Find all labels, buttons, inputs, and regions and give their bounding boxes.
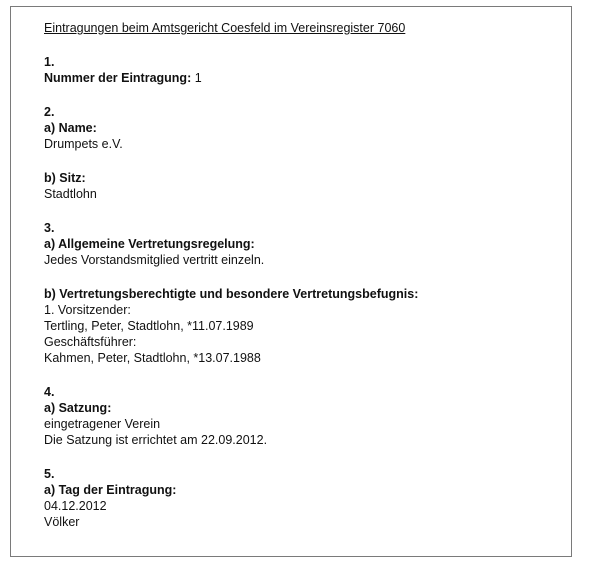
representative-line: Geschäftsführer: xyxy=(44,335,137,349)
sitz-value: Stadtlohn xyxy=(44,187,97,201)
representative-line: Kahmen, Peter, Stadtlohn, *13.07.1988 xyxy=(44,351,261,365)
clerk-name: Völker xyxy=(44,515,80,529)
section-5-number: 5. xyxy=(44,467,55,481)
section-4-number: 4. xyxy=(44,385,55,399)
section-3-number: 3. xyxy=(44,221,55,235)
section-1-entry-number xyxy=(44,70,564,86)
entry-date-label: a) Tag der Eintragung: xyxy=(44,483,177,497)
entry-date-value: 04.12.2012 xyxy=(44,499,107,513)
section-2-number: 2. xyxy=(44,105,55,119)
document-content xyxy=(44,20,564,530)
representative-line: 1. Vorsitzender: xyxy=(44,303,131,317)
entry-number-label: Nummer der Eintragung: xyxy=(44,71,192,85)
statute-label: a) Satzung: xyxy=(44,401,112,415)
entry-number-value: 1 xyxy=(191,71,202,85)
statute-line: Die Satzung ist errichtet am 22.09.2012. xyxy=(44,433,268,447)
section-1-number: 1. xyxy=(44,55,55,69)
general-representation-label: a) Allgemeine Vertretungsregelung: xyxy=(44,237,255,251)
name-label: a) Name: xyxy=(44,121,97,135)
representative-line: Tertling, Peter, Stadtlohn, *11.07.1989 xyxy=(44,319,254,333)
special-representation-label: b) Vertretungsberechtigte und besondere Vertretungsbefugnis: xyxy=(44,287,419,301)
statute-line: eingetragener Verein xyxy=(44,417,161,431)
general-representation-value: Jedes Vorstandsmitglied vertritt einzeln. xyxy=(44,253,265,267)
name-value: Drumpets e.V. xyxy=(44,137,123,151)
sitz-label: b) Sitz: xyxy=(44,171,86,185)
document-header: Eintragungen beim Amtsgericht Coesfeld im Vereinsregister 7060 xyxy=(44,21,406,35)
